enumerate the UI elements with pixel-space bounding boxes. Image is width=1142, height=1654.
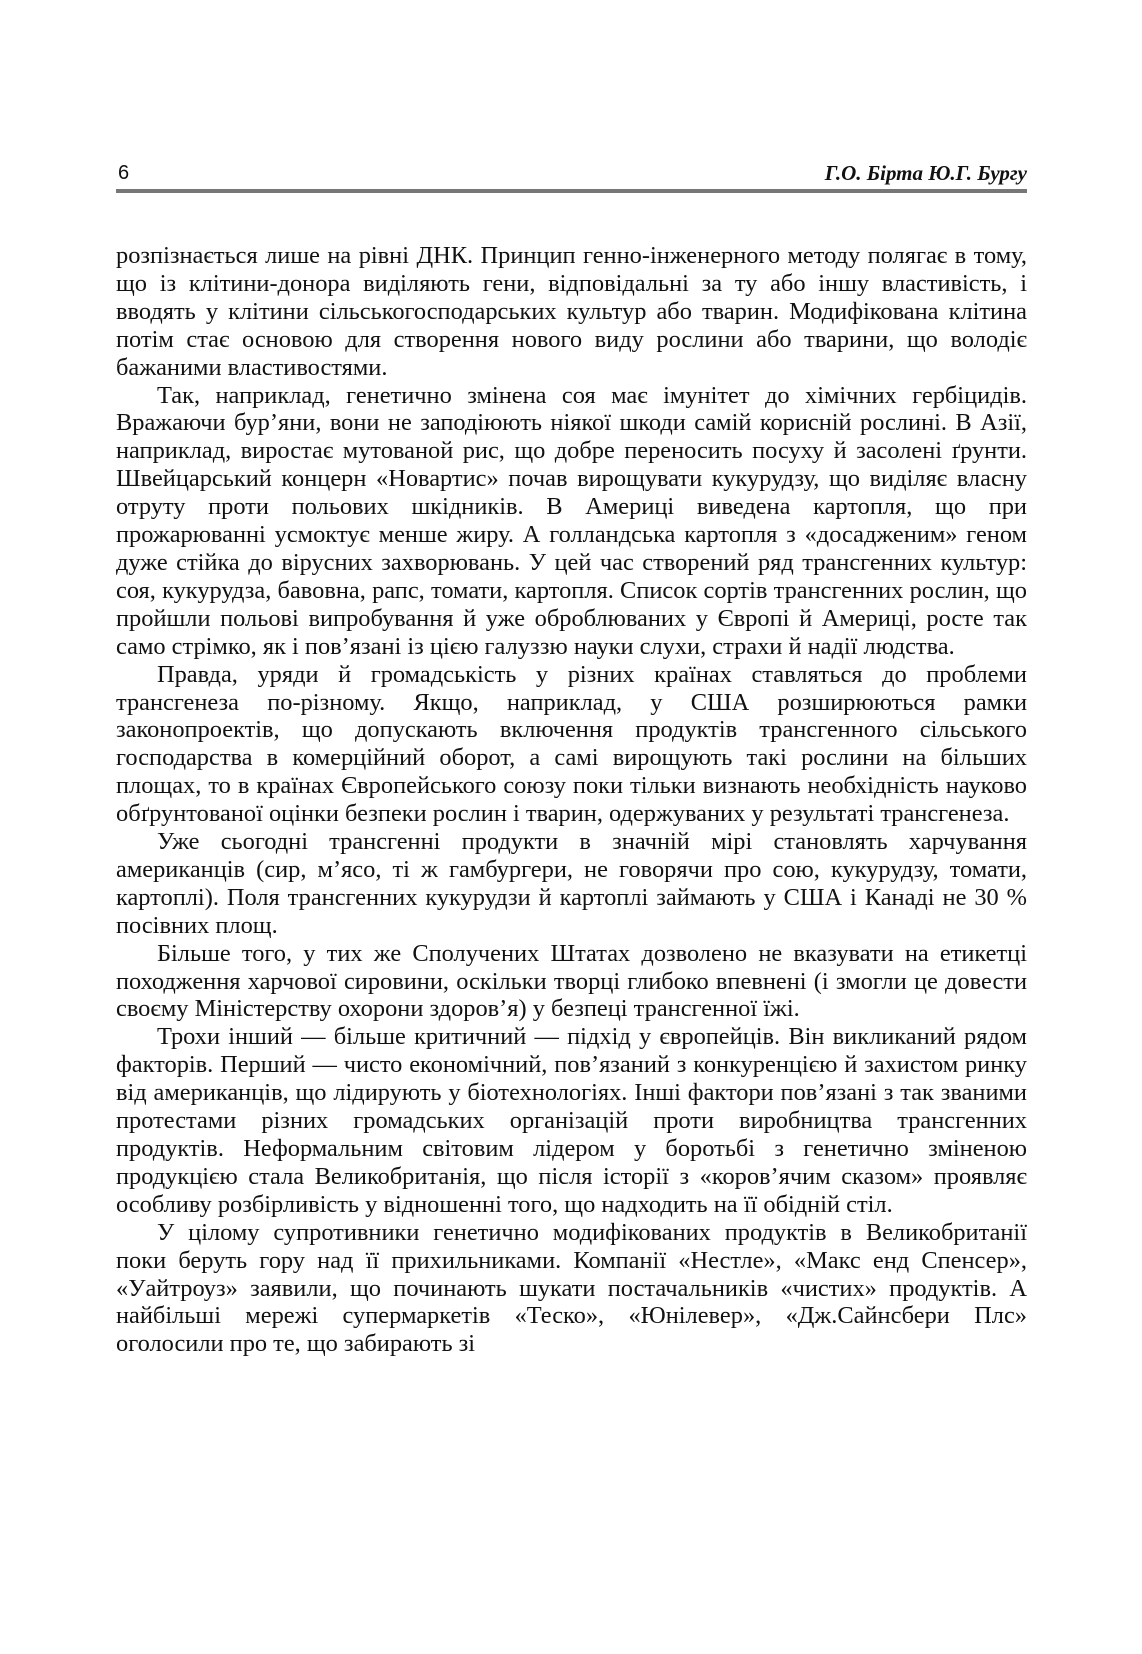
- header-rule: [116, 189, 1027, 193]
- header-authors: Г.О. Бірта Ю.Г. Бургу: [824, 161, 1027, 185]
- body-text: [116, 242, 1027, 1358]
- paragraph: розпізнається лише на рівні ДНК. Принцип генно-інженерного методу полягає в тому, що із клітини-донора виділяють гени, відповідальні за ту або іншу властивість, і вводять у клітини сільськогосподарських культур або тварин. Модифікована клітина потім стає основою для створення нового виду рослини або тварини, що володіє бажаними властивостями.: [116, 242, 1027, 381]
- page-number: 6: [118, 162, 130, 184]
- paragraph: Трохи інший — більше критичний — підхід у європейців. Він викликаний рядом факторів. Перший — чисто економічний, пов’язаний з конкуренцією й захистом ринку від американців, що лідирують у біотехнологіях. Інші фактори пов’язані з так званими протестами різних громадських організацій проти виробництва трансгенних продуктів. Неформальним світовим лідером у боротьбі з генетично зміненою продукцією стала Великобританія, що після історії з «коров’ячим сказом» проявляє особливу розбірливість у відношенні того, що надходить на її обідній стіл.: [116, 1023, 1027, 1218]
- paragraph: Так, наприклад, генетично змінена соя має імунітет до хімічних гербіцидів. Вражаючи бур’яни, вони не заподіюють ніякої шкоди самій корисній рослині. В Азії, наприклад, виростає мутованой рис, що добре переносить посуху й засолені ґрунти. Швейцарський концерн «Новартис» почав вирощувати кукурудзу, що виділяє власну отруту проти польових шкідників. В Америці виведена картопля, що при прожарюванні усмоктує менше жиру. А голландська картопля з «досадженим» геном дуже стійка до вірусних захворювань. У цей час створений ряд трансгенних культур: соя, кукурудза, бавовна, рапс, томати, картопля. Список сортів трансгенних рослин, що пройшли польові випробування й уже оброблюваних у Європі й Америці, росте так само стрімко, як і пов’язані із цією галуззю науки слухи, страхи й надії людства.: [116, 381, 1027, 660]
- paragraph: У цілому супротивники генетично модифікованих продуктів в Великобританії поки беруть гору над її прихильниками. Компанії «Нестле», «Макс енд Спенсер», «Уайтроуз» заявили, що починають шукати постачальників «чистих» продуктів. А найбільші мережі супермаркетів «Теско», «Юнілевер», «Дж.Сайнсбери Плс» оголосили про те, що забирають зі: [116, 1218, 1027, 1358]
- paragraph: Більше того, у тих же Сполучених Штатах дозволено не вказувати на етикетці походження харчової сировини, оскільки творці глибоко впевнені (і змогли це довести своєму Міністерству охорони здоров’я) у безпеці трансгенної їжі.: [116, 939, 1027, 1023]
- running-header: [116, 160, 1027, 190]
- paragraph: Уже сьогодні трансгенні продукти в значній мірі становлять харчування американців (сир, м’ясо, ті ж гамбургери, не говорячи про сою, кукурудзу, томати, картоплі). Поля трансгенних кукурудзи й картоплі займають у США і Канаді не 30 % посівних площ.: [116, 828, 1027, 939]
- paragraph: Правда, уряди й громадськість у різних країнах ставляться до проблеми трансгенеза по-різному. Якщо, наприклад, у США розширюються рамки законопроектів, що допускають включення продуктів трансгенного сільського господарства в комерційний оборот, а самі вирощують такі рослини на більших площах, то в країнах Європейського союзу поки тільки визнають необхідність науково обґрунтованої оцінки безпеки рослин і тварин, одержуваних у результаті трансгенеза.: [116, 660, 1027, 828]
